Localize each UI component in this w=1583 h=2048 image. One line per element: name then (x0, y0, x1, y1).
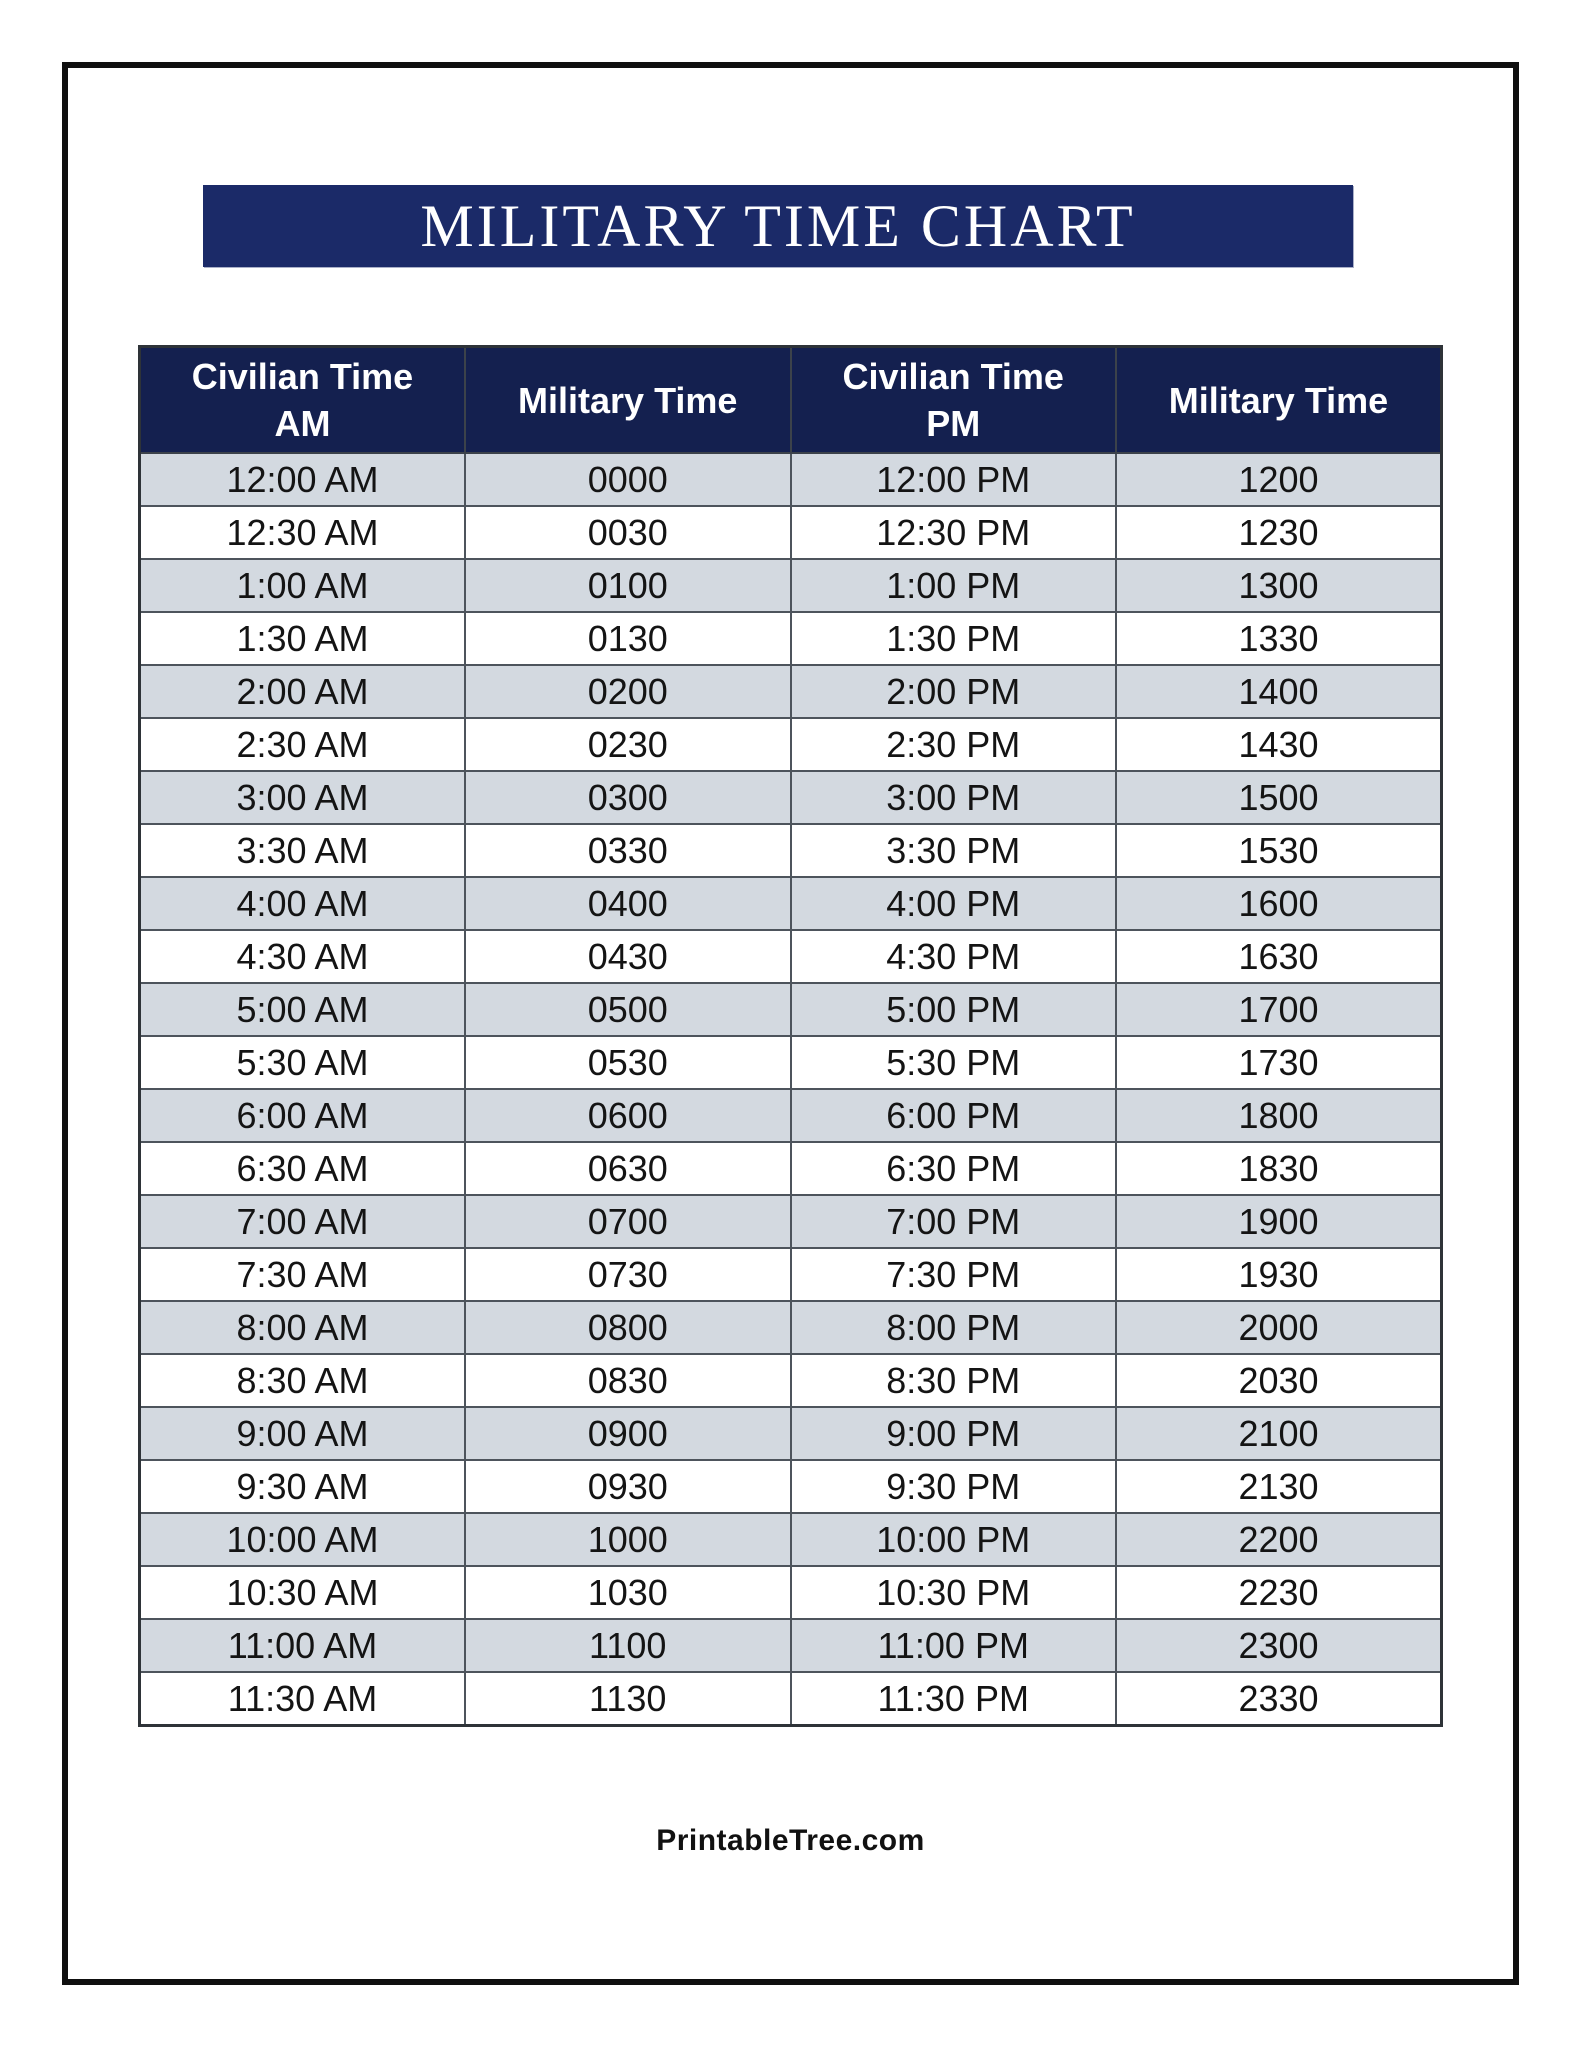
time-cell: 1800 (1116, 1089, 1442, 1142)
table-row (140, 1407, 1442, 1460)
table-row (140, 1566, 1442, 1619)
table-row (140, 1142, 1442, 1195)
time-cell: 3:30 AM (140, 824, 466, 877)
time-cell: 1:30 PM (791, 612, 1117, 665)
table-row (140, 771, 1442, 824)
time-cell: 0000 (465, 453, 791, 506)
time-cell: 5:30 PM (791, 1036, 1117, 1089)
time-cell: 1330 (1116, 612, 1442, 665)
page-border (62, 62, 1519, 1985)
time-cell: 2100 (1116, 1407, 1442, 1460)
table-row (140, 1089, 1442, 1142)
table-row (140, 559, 1442, 612)
table-row (140, 1195, 1442, 1248)
time-cell: 1430 (1116, 718, 1442, 771)
col-header-military-pm (1116, 347, 1442, 454)
time-cell: 12:30 AM (140, 506, 466, 559)
page-title: MILITARY TIME CHART (420, 193, 1136, 259)
time-cell: 8:00 PM (791, 1301, 1117, 1354)
time-cell: 1630 (1116, 930, 1442, 983)
time-cell: 2130 (1116, 1460, 1442, 1513)
time-cell: 4:30 PM (791, 930, 1117, 983)
table-row (140, 1301, 1442, 1354)
time-cell: 0830 (465, 1354, 791, 1407)
col-header-label: Civilian Time (842, 356, 1064, 397)
time-cell: 0430 (465, 930, 791, 983)
time-cell: 7:00 PM (791, 1195, 1117, 1248)
time-cell: 11:00 PM (791, 1619, 1117, 1672)
time-cell: 6:30 PM (791, 1142, 1117, 1195)
time-cell: 1700 (1116, 983, 1442, 1036)
time-cell: 10:30 AM (140, 1566, 466, 1619)
col-header-military-am (465, 347, 791, 454)
time-cell: 8:30 AM (140, 1354, 466, 1407)
col-header-label: Military Time (1168, 379, 1389, 421)
col-header-label: Civilian Time (191, 356, 414, 397)
time-cell: 6:00 AM (140, 1089, 466, 1142)
table-row (140, 1513, 1442, 1566)
table-row (140, 1036, 1442, 1089)
time-cell: 3:00 PM (791, 771, 1117, 824)
time-cell: 1:30 AM (140, 612, 466, 665)
table-row (140, 1619, 1442, 1672)
time-cell: 7:00 AM (140, 1195, 466, 1248)
time-cell: 6:00 PM (791, 1089, 1117, 1142)
col-header-label: PM (926, 403, 981, 444)
time-cell: 2:00 AM (140, 665, 466, 718)
time-cell: 3:00 AM (140, 771, 466, 824)
time-cell: 10:30 PM (791, 1566, 1117, 1619)
title-banner (203, 185, 1353, 267)
table-row (140, 1248, 1442, 1301)
col-header-civilian-am (140, 347, 466, 454)
table-row (140, 824, 1442, 877)
table-row (140, 718, 1442, 771)
time-cell: 0300 (465, 771, 791, 824)
military-time-table (138, 345, 1443, 1727)
time-cell: 12:00 PM (791, 453, 1117, 506)
time-cell: 12:00 AM (140, 453, 466, 506)
time-cell: 9:00 AM (140, 1407, 466, 1460)
time-cell: 1:00 PM (791, 559, 1117, 612)
time-cell: 1000 (465, 1513, 791, 1566)
time-cell: 0600 (465, 1089, 791, 1142)
table-row (140, 506, 1442, 559)
time-cell: 1500 (1116, 771, 1442, 824)
table-row (140, 453, 1442, 506)
time-cell: 2:30 AM (140, 718, 466, 771)
time-cell: 8:30 PM (791, 1354, 1117, 1407)
time-cell: 7:30 AM (140, 1248, 466, 1301)
time-cell: 2330 (1116, 1672, 1442, 1726)
time-cell: 4:30 AM (140, 930, 466, 983)
time-cell: 5:30 AM (140, 1036, 466, 1089)
table-row (140, 1460, 1442, 1513)
time-cell: 1030 (465, 1566, 791, 1619)
time-cell: 0900 (465, 1407, 791, 1460)
time-cell: 3:30 PM (791, 824, 1117, 877)
time-cell: 4:00 AM (140, 877, 466, 930)
time-cell: 9:30 PM (791, 1460, 1117, 1513)
time-cell: 9:30 AM (140, 1460, 466, 1513)
time-cell: 1200 (1116, 453, 1442, 506)
time-cell: 10:00 PM (791, 1513, 1117, 1566)
time-cell: 7:30 PM (791, 1248, 1117, 1301)
time-cell: 0730 (465, 1248, 791, 1301)
table-row (140, 612, 1442, 665)
time-cell: 1100 (465, 1619, 791, 1672)
time-cell: 9:00 PM (791, 1407, 1117, 1460)
time-cell: 5:00 AM (140, 983, 466, 1036)
time-cell: 0100 (465, 559, 791, 612)
time-cell: 10:00 AM (140, 1513, 466, 1566)
time-cell: 0400 (465, 877, 791, 930)
time-cell: 5:00 PM (791, 983, 1117, 1036)
time-cell: 0230 (465, 718, 791, 771)
table-header-row (140, 347, 1442, 454)
time-cell: 0700 (465, 1195, 791, 1248)
time-cell: 11:30 AM (140, 1672, 466, 1726)
col-header-civilian-pm (791, 347, 1117, 454)
time-cell: 1530 (1116, 824, 1442, 877)
time-cell: 2000 (1116, 1301, 1442, 1354)
time-cell: 2200 (1116, 1513, 1442, 1566)
time-cell: 12:30 PM (791, 506, 1117, 559)
table-row (140, 930, 1442, 983)
footer-site-name: PrintableTree.com (656, 1824, 925, 1857)
table-row (140, 983, 1442, 1036)
time-cell: 0200 (465, 665, 791, 718)
time-cell: 1900 (1116, 1195, 1442, 1248)
time-cell: 0930 (465, 1460, 791, 1513)
table-row (140, 665, 1442, 718)
time-cell: 8:00 AM (140, 1301, 466, 1354)
time-cell: 1230 (1116, 506, 1442, 559)
time-cell: 1600 (1116, 877, 1442, 930)
time-cell: 11:00 AM (140, 1619, 466, 1672)
time-cell: 4:00 PM (791, 877, 1117, 930)
table-row (140, 1354, 1442, 1407)
time-cell: 1300 (1116, 559, 1442, 612)
time-cell: 0800 (465, 1301, 791, 1354)
time-cell: 2230 (1116, 1566, 1442, 1619)
table-row (140, 877, 1442, 930)
time-cell: 2:30 PM (791, 718, 1117, 771)
time-cell: 11:30 PM (791, 1672, 1117, 1726)
time-cell: 0500 (465, 983, 791, 1036)
table-row (140, 1672, 1442, 1726)
time-cell: 6:30 AM (140, 1142, 466, 1195)
time-cell: 1:00 AM (140, 559, 466, 612)
time-cell: 2030 (1116, 1354, 1442, 1407)
time-cell: 1730 (1116, 1036, 1442, 1089)
time-cell: 1130 (465, 1672, 791, 1726)
time-cell: 1400 (1116, 665, 1442, 718)
time-cell: 0330 (465, 824, 791, 877)
time-cell: 2300 (1116, 1619, 1442, 1672)
time-cell: 0630 (465, 1142, 791, 1195)
time-cell: 2:00 PM (791, 665, 1117, 718)
time-cell: 0130 (465, 612, 791, 665)
time-cell: 1830 (1116, 1142, 1442, 1195)
col-header-label: Military Time (518, 379, 738, 421)
time-cell: 1930 (1116, 1248, 1442, 1301)
time-cell: 0530 (465, 1036, 791, 1089)
time-cell: 0030 (465, 506, 791, 559)
col-header-label: AM (274, 403, 331, 444)
